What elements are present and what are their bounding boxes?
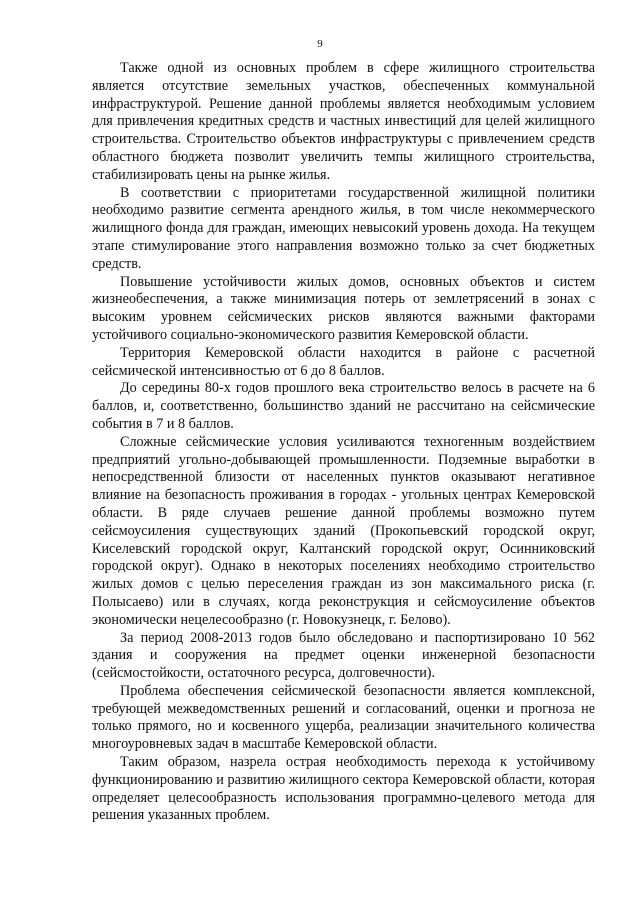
document-body <box>92 60 595 825</box>
paragraph-seismic-safety-problem: Проблема обеспечения сейсмической безопасности является комплексной, требующей межведомственных решений и согласований, оценки и прогноза не только прямого, но и косвенного ущерба, реализации значительного количества многоуровневых задач в масштабе Кемеровской области. <box>92 682 595 753</box>
paragraph-rental-housing: В соответствии с приоритетами государственной жилищной политики необходимо развитие сегмента арендного жилья, в том числе некоммерческого жилищного фонда для граждан, имеющих невысокий уровень дохода. На текущем этапе стимулирование этого направления возможно только за счет бюджетных средств. <box>92 184 595 272</box>
paragraph-conclusion: Таким образом, назрела острая необходимость перехода к устойчивому функционированию и развитию жилищного сектора Кемеровской области, которая определяет целесообразность использования программно-целевого метода для решения указанных проблем. <box>92 754 595 824</box>
paragraph-earthquake-resilience: Повышение устойчивости жилых домов, основных объектов и систем жизнеобеспечения, а также минимизация потерь от землетрясений в зонах с высоким уровнем сейсмических рисков являются важными факторами устойчивого социально-экономического развития Кемеровской области. <box>92 273 595 343</box>
paragraph-housing-infrastructure: Также одной из основных проблем в сфере жилищного строительства является отсутствие земельных участков, обеспеченных коммунальной инфраструктурой. Решение данной проблемы является необходимым условием для привлечения кредитных средств и частных инвестиций для целей жилищного строительства. Строительство объектов инфраструктуры с привлечением средств областного бюджета позволит увеличить темпы жилищного строительства, стабилизировать цены на рынке жилья. <box>92 60 595 183</box>
paragraph-construction-history: До середины 80-х годов прошлого века строительство велось в расчете на 6 баллов, и, соответственно, большинство зданий не рассчитано на сейсмические события в 7 и 8 баллов. <box>92 380 595 432</box>
paragraph-technogenic-impact: Сложные сейсмические условия усиливаются техногенным воздействием предприятий угольно-добывающей промышленности. Подземные выработки в непосредственной близости от населенных пунктов оказывают негативное влияние на безопасность проживания в городах - угольных центрах Кемеровской области. В ряде случаев решение данной проблемы возможно путем сейсмоусиления существующих зданий (Прокопьевский городской округ, Киселевский городской округ, Калтанский городской округ, Осинниковский городской округ). Однако в некоторых поселениях необходимо строительство жилых домов с целью переселения граждан из зон максимального риска (г. Полысаево) или в случаях, когда реконструкция и сейсмоусиление объектов экономически нецелесообразно (г. Новокузнецк, г. Белово). <box>92 433 595 628</box>
page-number: 9 <box>317 38 323 50</box>
paragraph-building-survey: За период 2008-2013 годов было обследовано и паспортизировано 10 562 здания и сооружения на предмет оценки инженерной безопасности (сейсмостойкости, остаточного ресурса, долговечности). <box>92 629 595 682</box>
paragraph-seismic-intensity: Территория Кемеровской области находится в районе с расчетной сейсмической интенсивностью от 6 до 8 баллов. <box>92 344 595 379</box>
